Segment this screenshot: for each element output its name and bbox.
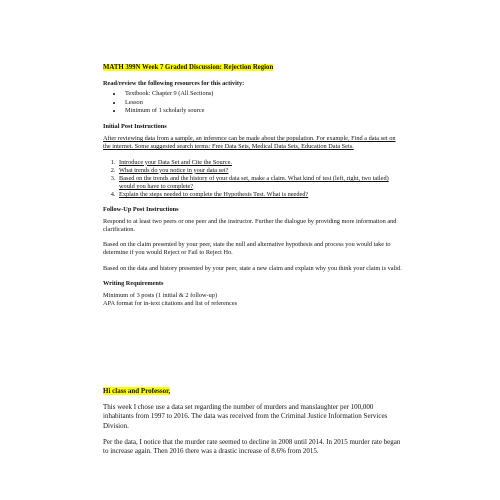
step-item: 3. Based on the trends and the history of your data set, make a claim. What kind of test (left, right, two tailed) would you have to complete? [117, 175, 403, 191]
title-highlight: MATH 399N Week 7 Graded Discussion: Rejection Region [103, 64, 274, 71]
followup-paragraph: Based on the data and history presented by your peer, state a new claim and explain why you think your claim is valid. [103, 264, 402, 272]
followup-paragraph: Respond to at least two peers or one peer and the instructor. Further the dialogue by providing more information and clarification. [103, 217, 397, 234]
resource-item: • Textbook: Chapter 9 (All Sections) [123, 90, 403, 98]
reply-paragraph: Per the data, I notice that the murder rate seemed to decline in 2008 until 2014. In 2015 murder rate began to increase again. Then 2016 there was a drastic increase of 8.6% from 2015. [103, 437, 401, 456]
initial-steps-list [103, 159, 403, 200]
assignment-document [103, 64, 403, 308]
followup-heading: Follow-Up Post Instructions [103, 205, 179, 213]
read-review-heading: Read/review the following resources for this activity: [103, 80, 245, 88]
step-item: 1. Introduce your Data Set and Cite the Source. [117, 159, 403, 167]
document-title [103, 64, 403, 72]
writing-line: Minimum of 3 posts (1 initial & 2 follow-up) [103, 292, 218, 300]
resource-item: • Minimum of 1 scholarly source [123, 107, 403, 115]
reply-greeting: Hi class and Professor, [103, 387, 171, 395]
resource-list [103, 90, 403, 115]
followup-paragraph: Based on the claim presented by your peer, state the null and alternative hypothesis and process you would take to determine if you would Reject or Fail to Reject Ho. [103, 241, 391, 257]
initial-post-heading: Initial Post Instructions [103, 123, 167, 131]
initial-post-body: After reviewing data from a sample, an inference can be made about the population. For example, Find a data set on the internet. Some suggested search terms: Free Data Sets, Medical Data Sets, Education Data Sets. [103, 135, 396, 151]
step-item: 2. What trends do you notice in your data set? [117, 167, 403, 175]
step-item: 4. Explain the steps needed to complete the Hypothesis Test. What is needed? [117, 191, 403, 199]
resource-item: • Lesson [123, 99, 403, 107]
writing-line: APA format for in-text citations and list of references [103, 300, 238, 308]
reply-post [103, 387, 403, 463]
writing-heading: Writing Requirements [103, 279, 164, 287]
reply-paragraph: This week I chose use a data set regarding the number of murders and manslaughter per 100,000 inhabitants from 1997 to 2016. The data was received from the Criminal Justice Information Services Division. [103, 403, 388, 430]
